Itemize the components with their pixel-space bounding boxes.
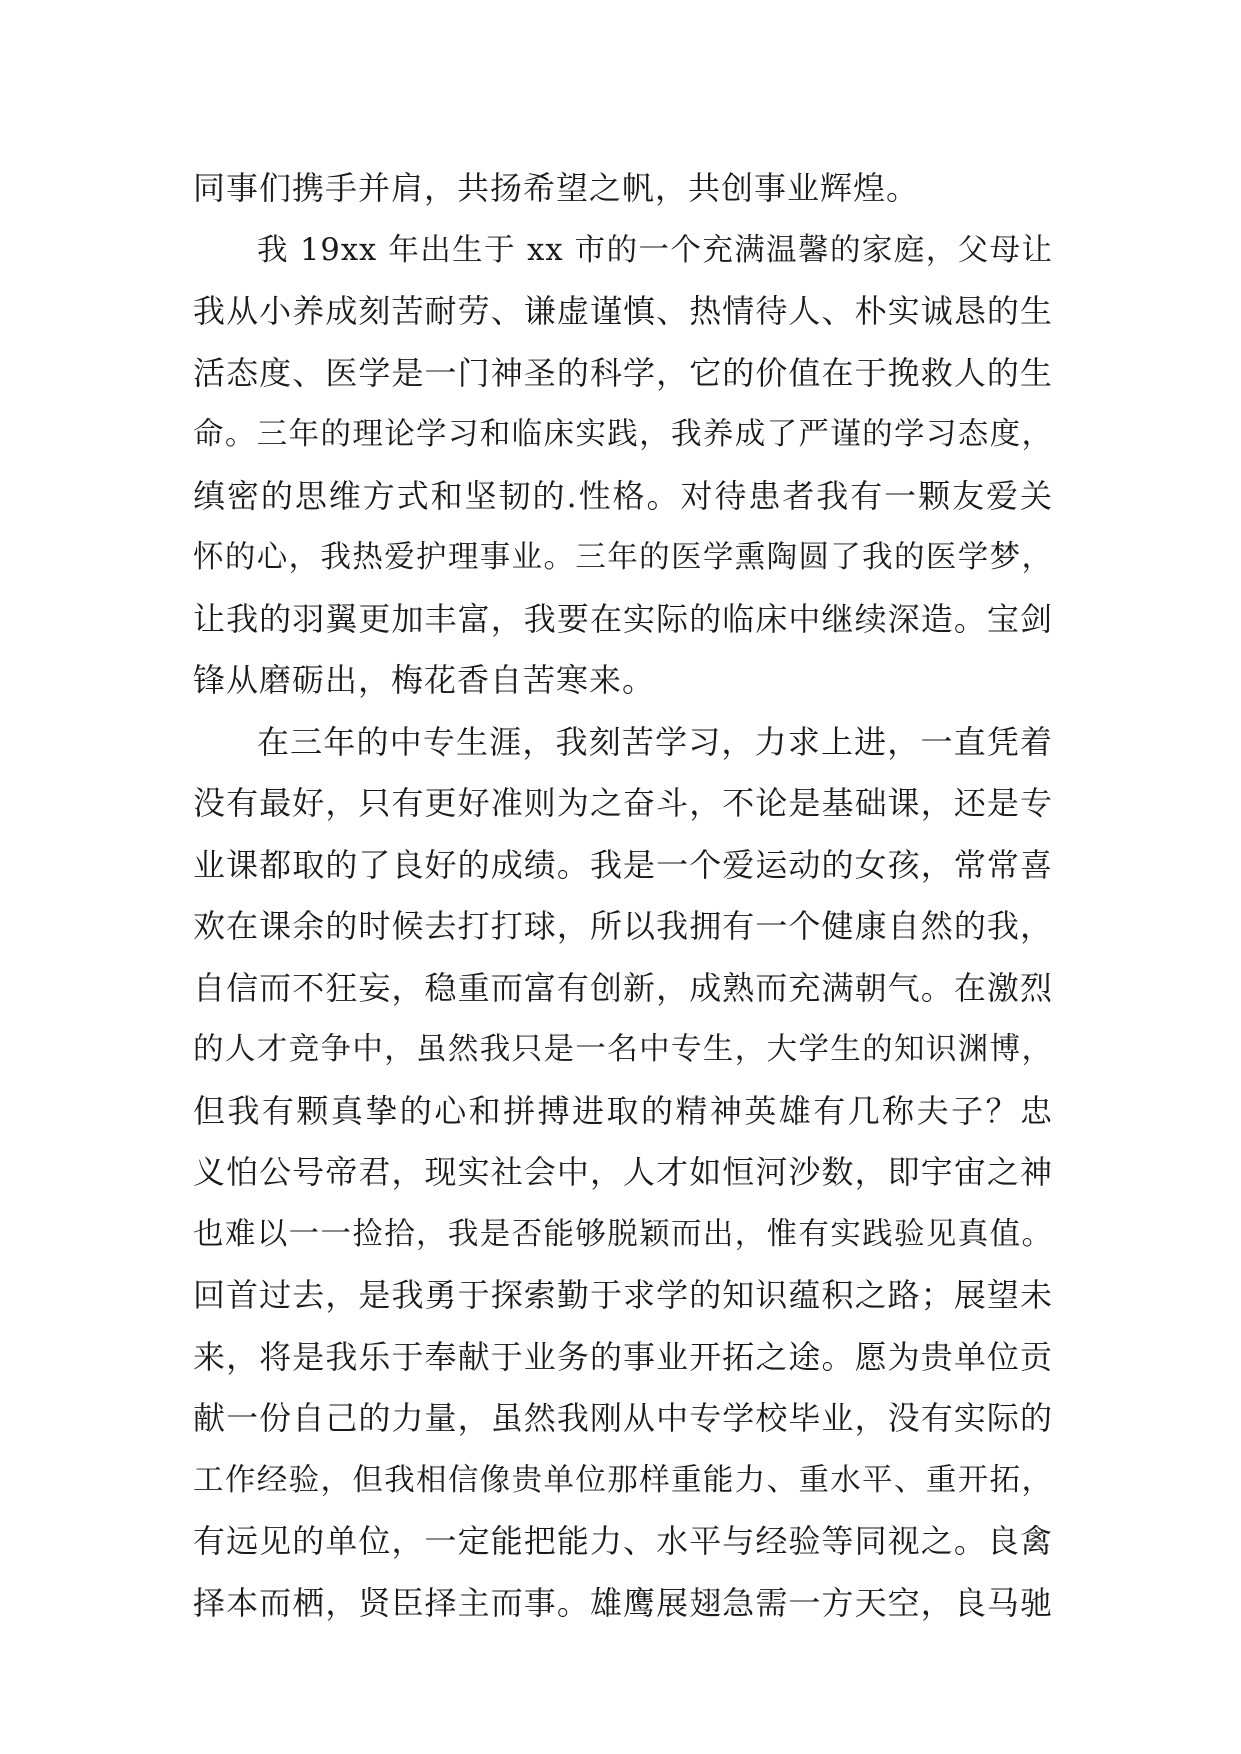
text-line: 工作经验，但我相信像贵单位那样重能力、重水平、重开拓， [193, 1462, 1053, 1498]
text-line: 怀的心，我热爱护理事业。三年的医学熏陶圆了我的医学梦， [193, 540, 1053, 575]
text-line: 活态度、医学是一门神圣的科学，它的价值在于挽救人的生 [193, 353, 1053, 392]
text-line: 没有最好，只有更好准则为之奋斗，不论是基础课，还是专 [193, 784, 1053, 822]
text-line: 锋从磨砺出，梅花香自苦寒来。 [193, 661, 656, 699]
body-text [193, 158, 1053, 1634]
text-line: 同事们携手并肩，共扬希望之帆，共创事业辉煌。 [193, 169, 920, 207]
text-line: 欢在课余的时候去打打球，所以我拥有一个健康自然的我， [193, 907, 1053, 945]
text-line: 命。三年的理论学习和临床实践，我养成了严谨的学习态度， [193, 417, 1053, 452]
text-line: 也难以一一捡拾，我是否能够脱颖而出，惟有实践验见真值。 [193, 1216, 1053, 1252]
text-line: 的人才竞争中，虽然我只是一名中专生，大学生的知识渊博， [193, 1032, 1053, 1067]
text-line: 我 19xx 年出生于 xx 市的一个充满温馨的家庭，父母让 [257, 232, 1053, 268]
text-line: 择本而栖，贤臣择主而事。雄鹰展翅急需一方天空，良马驰 [193, 1583, 1053, 1622]
text-line: 在三年的中专生涯，我刻苦学习，力求上进，一直凭着 [257, 722, 1053, 761]
text-line: 但我有颗真挚的心和拼搏进取的精神英雄有几称夫子？忠 [193, 1091, 1053, 1130]
text-line: 来，将是我乐于奉献于业务的事业开拓之途。愿为贵单位贡 [193, 1337, 1053, 1376]
text-line: 自信而不狂妄，稳重而富有创新，成熟而充满朝气。在激烈 [193, 968, 1053, 1007]
text-line: 有远见的单位，一定能把能力、水平与经验等同视之。良禽 [193, 1522, 1053, 1560]
text-line: 让我的羽翼更加丰富，我要在实际的临床中继续深造。宝剑 [193, 599, 1053, 638]
text-line: 义怕公号帝君，现实社会中，人才如恒河沙数，即宇宙之神 [193, 1153, 1053, 1191]
text-line: 回首过去，是我勇于探索勤于求学的知识蕴积之路；展望未 [193, 1276, 1053, 1314]
text-line: 我从小养成刻苦耐劳、谦虚谨慎、热情待人、朴实诚恳的生 [193, 292, 1053, 330]
text-line: 业课都取的了良好的成绩。我是一个爱运动的女孩，常常喜 [193, 845, 1053, 884]
text-line: 献一份自己的力量，虽然我刚从中专学校毕业，没有实际的 [193, 1399, 1053, 1437]
text-line: 缜密的思维方式和坚韧的.性格。对待患者我有一颗友爱关 [193, 476, 1053, 515]
